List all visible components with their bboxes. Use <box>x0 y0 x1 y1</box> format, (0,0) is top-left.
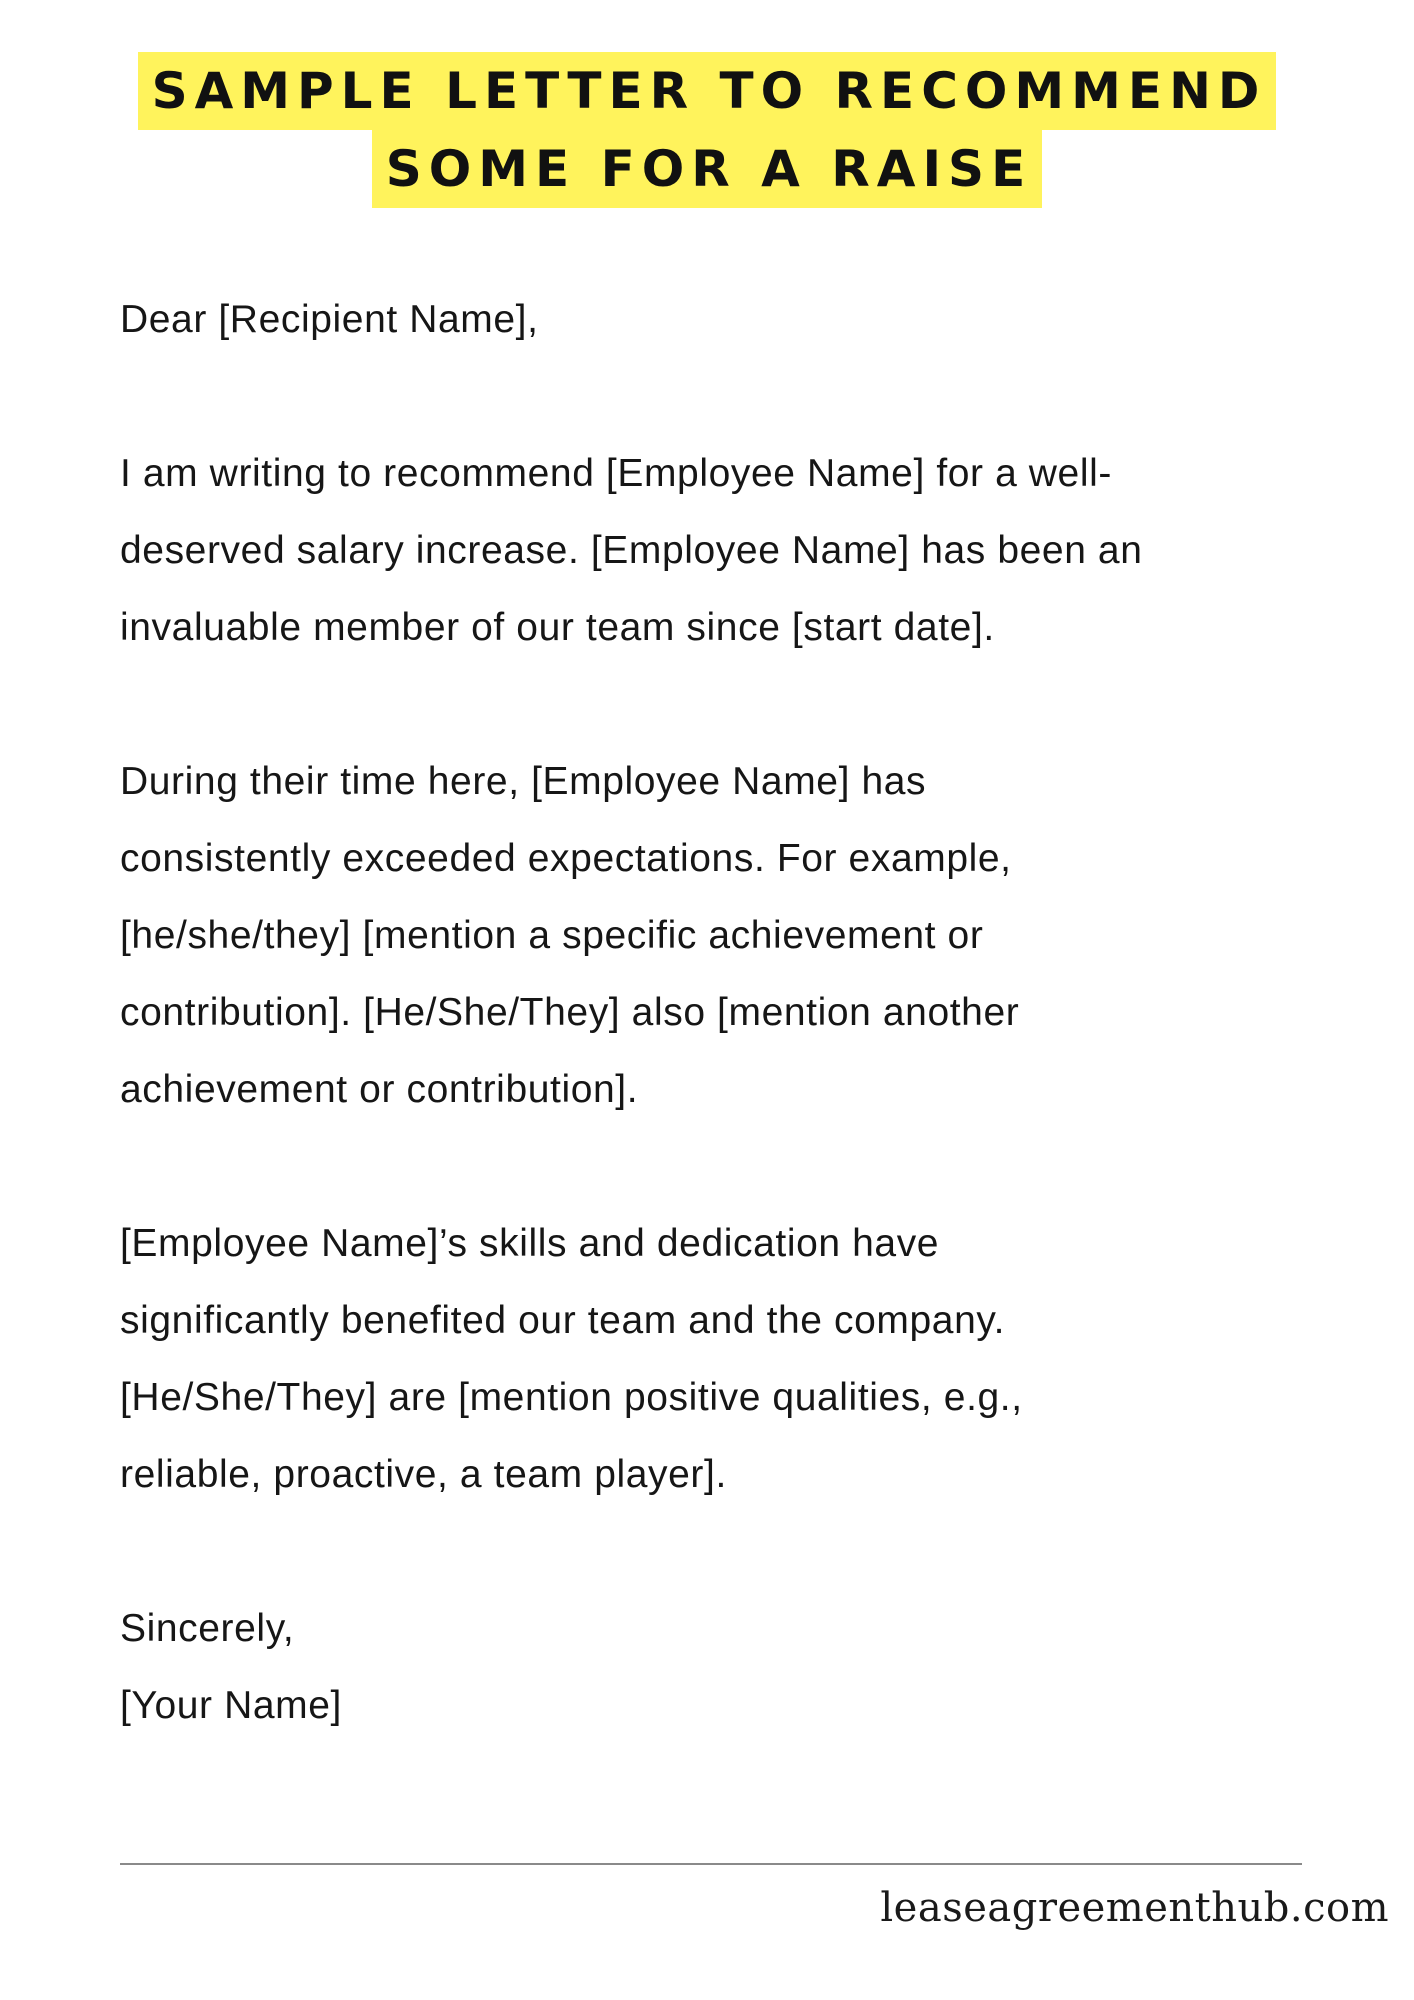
paragraph-achievements <box>120 743 1350 1128</box>
paragraph-line: deserved salary increase. [Employee Name] has been an <box>120 529 1143 572</box>
signature: [Your Name] <box>120 1684 342 1727</box>
website-footer: leaseagreementhub.com <box>880 1885 1389 1931</box>
title-line-1: SAMPLE LETTER TO RECOMMEND <box>138 52 1277 130</box>
salutation: Dear [Recipient Name], <box>120 298 539 341</box>
paragraph-gap <box>120 358 1350 435</box>
paragraph-line: reliable, proactive, a team player]. <box>120 1453 727 1496</box>
closing: Sincerely, <box>120 1607 295 1650</box>
paragraph-line: During their time here, [Employee Name] has <box>120 760 927 803</box>
letter-body <box>120 281 1350 1744</box>
paragraph-gap <box>120 666 1350 743</box>
letter-title <box>0 52 1414 208</box>
paragraph-line: [he/she/they] [mention a specific achievement or <box>120 914 984 957</box>
paragraph-line: contribution]. [He/She/They] also [mention another <box>120 991 1020 1034</box>
paragraph-line: significantly benefited our team and the company. <box>120 1299 1006 1342</box>
paragraph-line: [Employee Name]’s skills and dedication have <box>120 1222 940 1265</box>
paragraph-line: [He/She/They] are [mention positive qualities, e.g., <box>120 1376 1023 1419</box>
paragraph-qualities <box>120 1205 1350 1513</box>
paragraph-line: achievement or contribution]. <box>120 1068 639 1111</box>
footer-divider <box>120 1863 1302 1865</box>
title-line-2: SOME FOR A RAISE <box>372 130 1042 208</box>
paragraph-gap <box>120 1513 1350 1590</box>
paragraph-intro <box>120 435 1350 666</box>
paragraph-gap <box>120 1128 1350 1205</box>
paragraph-line: I am writing to recommend [Employee Name] for a well- <box>120 452 1112 495</box>
paragraph-line: invaluable member of our team since [start date]. <box>120 606 995 649</box>
paragraph-line: consistently exceeded expectations. For example, <box>120 837 1012 880</box>
